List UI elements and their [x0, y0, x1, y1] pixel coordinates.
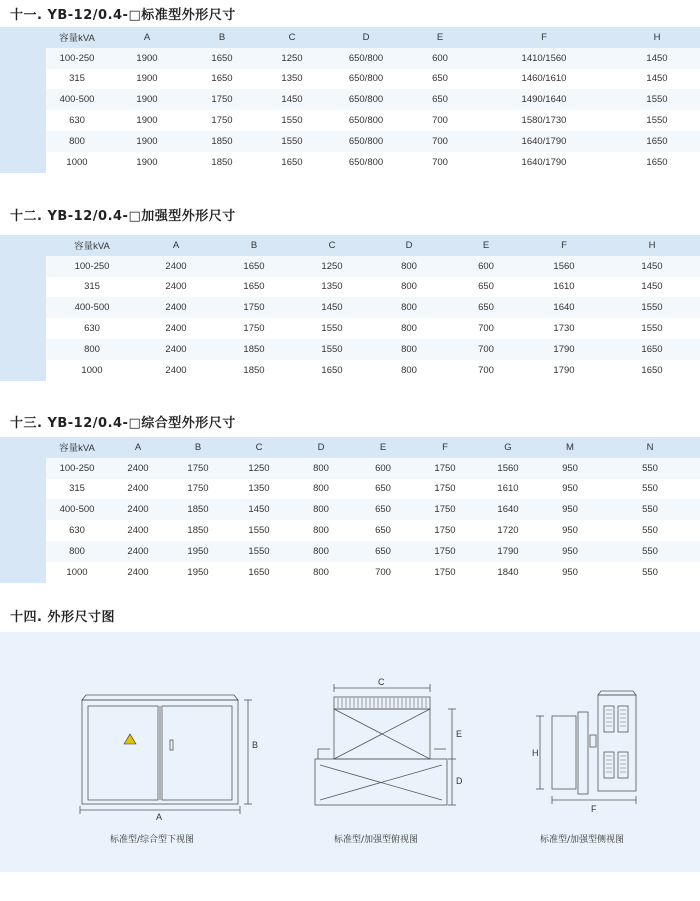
table-cell: 800 [370, 297, 448, 318]
top-view-vents [338, 698, 426, 708]
table-row [46, 152, 700, 173]
table-cell: 1350 [228, 479, 290, 500]
table-cell: 1850 [168, 520, 228, 541]
header-cell: C [228, 437, 290, 458]
table-cell: 550 [600, 479, 700, 500]
table-cell: 630 [46, 110, 108, 131]
table-cell: 1550 [604, 297, 700, 318]
table-cell: 2400 [108, 479, 168, 500]
header-cell: A [108, 27, 186, 48]
table-row [46, 277, 700, 298]
table-cell: 700 [352, 562, 414, 583]
table-row [46, 458, 700, 479]
table-cell: 700 [448, 339, 524, 360]
table-cell: 100-250 [46, 458, 108, 479]
section-title-reinforced: 十二. YB-12/0.4-□加强型外形尺寸 [10, 209, 236, 224]
table-cell: 1720 [476, 520, 540, 541]
table-cell: 1450 [228, 499, 290, 520]
table-row [46, 562, 700, 583]
table-cell: 400-500 [46, 297, 138, 318]
table-cell: 1550 [294, 318, 370, 339]
table-row [46, 131, 700, 152]
table-cell: 1550 [228, 541, 290, 562]
table-cell: 1000 [46, 360, 138, 381]
table-cell: 650 [448, 297, 524, 318]
table-cell: 2400 [108, 520, 168, 541]
header-cell: B [186, 27, 258, 48]
table-cell: 700 [406, 131, 474, 152]
front-view-drawing [80, 695, 252, 814]
header-cell: 容量kVA [46, 235, 138, 256]
table-cell: 700 [406, 110, 474, 131]
table-cell: 1490/1640 [474, 89, 614, 110]
table-cell: 550 [600, 541, 700, 562]
table-cell: 2400 [138, 318, 214, 339]
table-cell: 1640 [476, 499, 540, 520]
table-cell: 800 [290, 541, 352, 562]
table-cell: 1610 [524, 277, 604, 298]
header-cell: B [168, 437, 228, 458]
table-cell: 1550 [614, 110, 700, 131]
table-cell: 800 [290, 499, 352, 520]
table-row [46, 297, 700, 318]
table-cell: 1550 [614, 89, 700, 110]
table-cell: 800 [290, 562, 352, 583]
table-row [46, 541, 700, 562]
table-cell: 1000 [46, 152, 108, 173]
table-cell: 1450 [604, 256, 700, 277]
table-cell: 600 [352, 458, 414, 479]
table-cell: 1750 [168, 479, 228, 500]
table-header-row [46, 437, 700, 458]
table-cell: 1650 [214, 277, 294, 298]
table-cell: 1750 [168, 458, 228, 479]
table-row [46, 479, 700, 500]
table-cell: 950 [540, 458, 600, 479]
table-cell: 950 [540, 541, 600, 562]
table-cell: 1790 [476, 541, 540, 562]
dim-label-b: B [252, 740, 259, 750]
table-cell: 1640/1790 [474, 131, 614, 152]
table-row [46, 110, 700, 131]
table-cell: 1640/1790 [474, 152, 614, 173]
top-view-drawing [315, 684, 456, 805]
table-reinforced [46, 235, 700, 381]
table-standard [46, 27, 700, 173]
table-cell: 800 [290, 479, 352, 500]
table-standard-wrap [0, 27, 700, 173]
table-cell: 2400 [138, 360, 214, 381]
table-cell: 315 [46, 69, 108, 90]
table-row [46, 69, 700, 90]
header-cell: D [290, 437, 352, 458]
table-cell: 1650 [294, 360, 370, 381]
table-cell: 800 [370, 277, 448, 298]
table-cell: 1650 [604, 339, 700, 360]
table-cell: 650 [352, 479, 414, 500]
header-cell: C [294, 235, 370, 256]
header-cell: F [474, 27, 614, 48]
table-cell: 1850 [186, 131, 258, 152]
table-cell: 1450 [258, 89, 326, 110]
table-cell: 630 [46, 520, 108, 541]
table-cell: 1640 [524, 297, 604, 318]
table-cell: 800 [46, 339, 138, 360]
table-cell: 950 [540, 479, 600, 500]
table-cell: 800 [370, 339, 448, 360]
table-header-row [46, 235, 700, 256]
dim-label-c: C [378, 677, 385, 687]
table-cell: 700 [448, 318, 524, 339]
table-cell: 950 [540, 520, 600, 541]
caption-side-view: 标准型/加强型侧视图 [540, 835, 625, 845]
table-cell: 800 [46, 131, 108, 152]
dim-label-a: A [156, 812, 163, 822]
header-cell: E [406, 27, 474, 48]
table-cell: 1850 [214, 339, 294, 360]
table-cell: 1750 [186, 110, 258, 131]
table-cell: 315 [46, 479, 108, 500]
table-cell: 1790 [524, 360, 604, 381]
table-cell: 100-250 [46, 256, 138, 277]
table-cell: 650/800 [326, 152, 406, 173]
table-cell: 700 [448, 360, 524, 381]
table-cell: 1250 [294, 256, 370, 277]
table-cell: 1580/1730 [474, 110, 614, 131]
table-row [46, 499, 700, 520]
table-row [46, 360, 700, 381]
header-cell: D [326, 27, 406, 48]
table-cell: 650 [406, 89, 474, 110]
table-header-row [46, 27, 700, 48]
table-cell: 1650 [614, 131, 700, 152]
table-cell: 650 [448, 277, 524, 298]
table-row [46, 48, 700, 69]
table-cell: 650/800 [326, 89, 406, 110]
header-cell: F [524, 235, 604, 256]
table-cell: 650 [352, 499, 414, 520]
table-cell: 1250 [228, 458, 290, 479]
header-cell: E [448, 235, 524, 256]
table-cell: 1750 [414, 562, 476, 583]
header-cell: H [604, 235, 700, 256]
dim-label-f: F [591, 804, 597, 814]
header-cell: N [600, 437, 700, 458]
table-cell: 1650 [258, 152, 326, 173]
table-cell: 650/800 [326, 131, 406, 152]
table-cell: 2400 [138, 297, 214, 318]
header-cell: C [258, 27, 326, 48]
table-cell: 800 [370, 318, 448, 339]
table-cell: 2400 [108, 499, 168, 520]
table-side-bar [0, 27, 46, 173]
side-view-drawing [536, 691, 636, 804]
table-cell: 1450 [294, 297, 370, 318]
table-cell: 1350 [294, 277, 370, 298]
table-row [46, 89, 700, 110]
table-cell: 1850 [214, 360, 294, 381]
table-cell: 1650 [604, 360, 700, 381]
table-cell: 550 [600, 562, 700, 583]
table-row [46, 256, 700, 277]
table-cell: 650 [406, 69, 474, 90]
section-title-standard: 十一. YB-12/0.4-□标准型外形尺寸 [10, 8, 236, 23]
table-cell: 550 [600, 458, 700, 479]
header-cell: B [214, 235, 294, 256]
table-cell: 2400 [138, 277, 214, 298]
table-cell: 1750 [414, 541, 476, 562]
table-row [46, 318, 700, 339]
dim-label-e: E [456, 729, 463, 739]
table-cell: 630 [46, 318, 138, 339]
table-cell: 1750 [414, 479, 476, 500]
table-cell: 1850 [186, 152, 258, 173]
table-cell: 550 [600, 520, 700, 541]
table-cell: 1950 [168, 562, 228, 583]
table-cell: 650/800 [326, 48, 406, 69]
table-cell: 650 [352, 520, 414, 541]
table-cell: 1900 [108, 152, 186, 173]
table-cell: 400-500 [46, 89, 108, 110]
table-cell: 1840 [476, 562, 540, 583]
caption-front-view: 标准型/综合型下视图 [110, 835, 195, 845]
section-title-diagrams: 十四. 外形尺寸图 [10, 610, 115, 625]
table-cell: 1460/1610 [474, 69, 614, 90]
header-cell: E [352, 437, 414, 458]
table-cell: 1900 [108, 110, 186, 131]
side-view-vents [606, 710, 626, 772]
table-cell: 1650 [228, 562, 290, 583]
header-cell: A [138, 235, 214, 256]
dim-label-d: D [456, 776, 463, 786]
table-cell: 800 [290, 458, 352, 479]
table-cell: 2400 [138, 339, 214, 360]
table-cell: 700 [406, 152, 474, 173]
table-cell: 1650 [186, 69, 258, 90]
table-cell: 1730 [524, 318, 604, 339]
table-cell: 1750 [214, 297, 294, 318]
table-cell: 600 [406, 48, 474, 69]
table-cell: 950 [540, 499, 600, 520]
table-cell: 1790 [524, 339, 604, 360]
table-cell: 1750 [414, 520, 476, 541]
header-cell: 容量kVA [46, 437, 108, 458]
header-cell: F [414, 437, 476, 458]
table-cell: 1550 [294, 339, 370, 360]
table-row [46, 339, 700, 360]
table-cell: 1850 [168, 499, 228, 520]
table-cell: 1650 [186, 48, 258, 69]
table-cell: 1450 [614, 69, 700, 90]
table-cell: 315 [46, 277, 138, 298]
table-combined [46, 437, 700, 583]
table-cell: 1900 [108, 89, 186, 110]
table-cell: 2400 [138, 256, 214, 277]
table-cell: 100-250 [46, 48, 108, 69]
table-cell: 1550 [228, 520, 290, 541]
table-cell: 2400 [108, 458, 168, 479]
table-cell: 1950 [168, 541, 228, 562]
table-cell: 1560 [524, 256, 604, 277]
table-cell: 800 [370, 360, 448, 381]
table-cell: 1650 [214, 256, 294, 277]
header-cell: M [540, 437, 600, 458]
table-cell: 1250 [258, 48, 326, 69]
table-row [46, 520, 700, 541]
table-cell: 1550 [258, 131, 326, 152]
table-cell: 400-500 [46, 499, 108, 520]
table-cell: 1750 [414, 458, 476, 479]
header-cell: G [476, 437, 540, 458]
table-cell: 1900 [108, 69, 186, 90]
table-cell: 1350 [258, 69, 326, 90]
table-cell: 650/800 [326, 69, 406, 90]
table-cell: 1750 [414, 499, 476, 520]
table-cell: 1750 [186, 89, 258, 110]
caption-top-view: 标准型/加强型俯视图 [334, 835, 419, 845]
header-cell: H [614, 27, 700, 48]
table-cell: 2400 [108, 541, 168, 562]
table-side-bar [0, 235, 46, 381]
table-combined-wrap [0, 437, 700, 583]
table-cell: 1650 [614, 152, 700, 173]
table-cell: 2400 [108, 562, 168, 583]
table-cell: 1560 [476, 458, 540, 479]
dim-label-h: H [532, 748, 539, 758]
table-cell: 1610 [476, 479, 540, 500]
table-cell: 1410/1560 [474, 48, 614, 69]
table-cell: 1550 [604, 318, 700, 339]
table-cell: 1000 [46, 562, 108, 583]
table-cell: 800 [46, 541, 108, 562]
table-cell: 1900 [108, 131, 186, 152]
table-cell: 650/800 [326, 110, 406, 131]
table-cell: 800 [290, 520, 352, 541]
table-cell: 1450 [604, 277, 700, 298]
table-cell: 550 [600, 499, 700, 520]
header-cell: A [108, 437, 168, 458]
header-cell: 容量kVA [46, 27, 108, 48]
table-side-bar [0, 437, 46, 583]
table-cell: 1550 [258, 110, 326, 131]
table-cell: 950 [540, 562, 600, 583]
table-cell: 1750 [214, 318, 294, 339]
table-cell: 650 [352, 541, 414, 562]
table-reinforced-wrap [0, 235, 700, 381]
table-cell: 600 [448, 256, 524, 277]
table-cell: 1450 [614, 48, 700, 69]
section-title-combined: 十三. YB-12/0.4-□综合型外形尺寸 [10, 416, 236, 431]
table-cell: 800 [370, 256, 448, 277]
table-cell: 1900 [108, 48, 186, 69]
header-cell: D [370, 235, 448, 256]
